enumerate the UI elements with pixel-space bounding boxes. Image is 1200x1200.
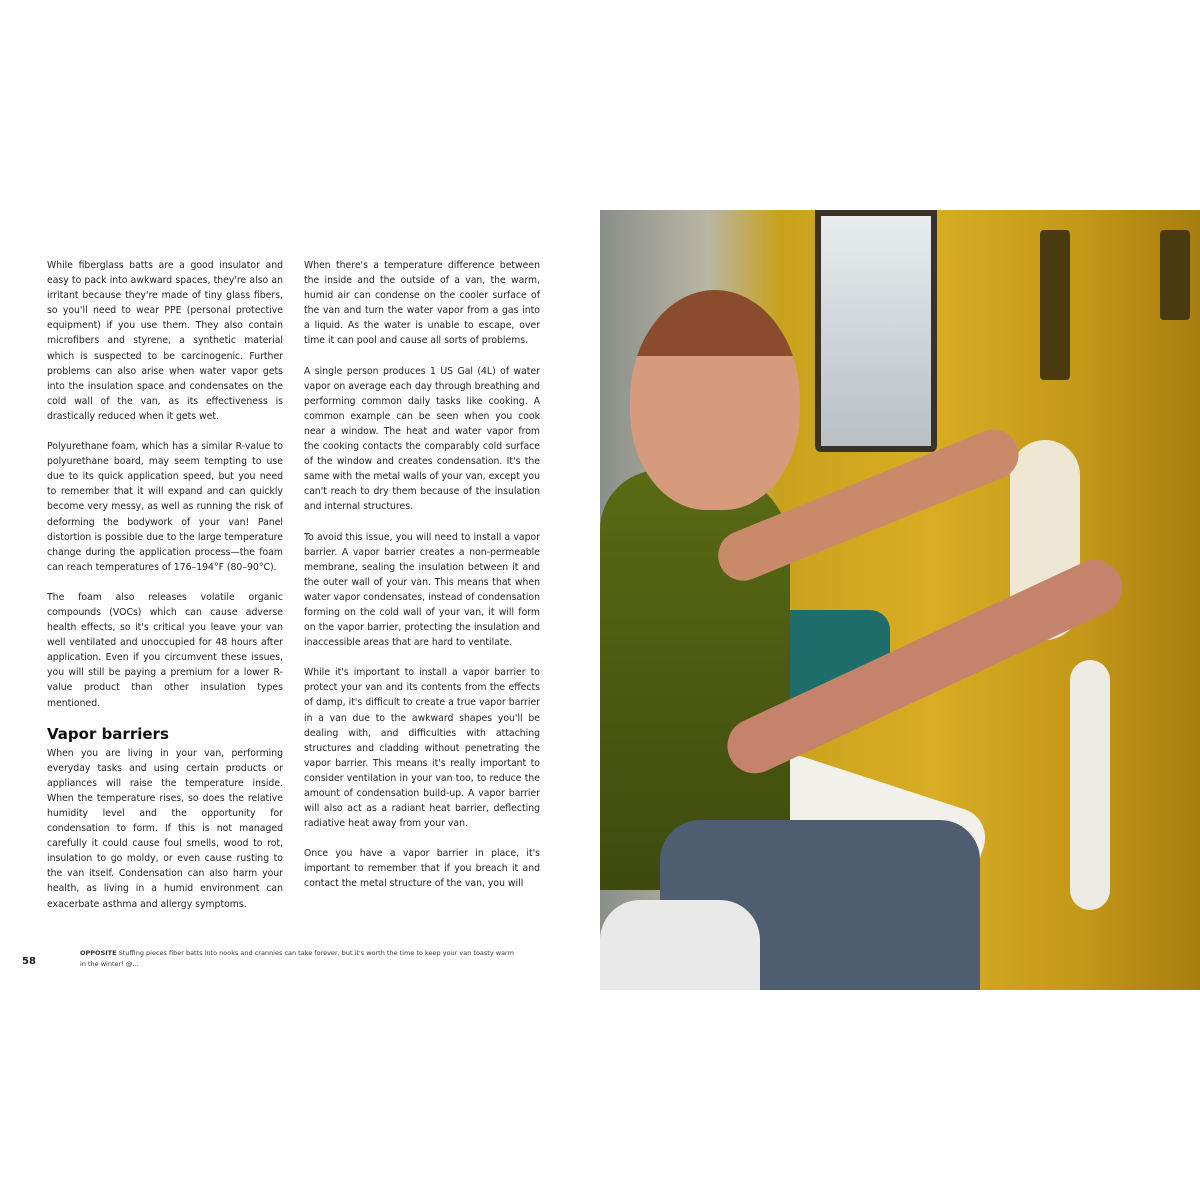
caption-label: OPPOSITE <box>80 949 117 957</box>
photo-man-insulating-van <box>600 210 1200 990</box>
paragraph: Once you have a vapor barrier in place, it's important to remember that if you breach it and contact the metal structure of the van, you will <box>304 848 540 890</box>
person-head <box>630 290 800 510</box>
text-column-left <box>47 258 283 927</box>
van-panel-slots <box>1160 230 1190 320</box>
paragraph: When you are living in your van, performing everyday tasks and using certain products or appliances will raise the temperature inside. When the temperature rises, so does the relative humidity level and the opportunity for condensation to form. If this is not managed carefully it could cause foul smells, wood to rot, insulation to go moldy, or even cause rusting to the van itself. Condensation can also harm your health, as living in a humid environment can exacerbate asthma and allergy symptoms. <box>47 747 283 910</box>
photo-caption <box>80 948 520 970</box>
paragraph: Polyurethane foam, which has a similar R-value to polyurethane board, may seem tempting to use due to its quick application speed, but you need to remember that it will expand and can quickly become very messy, as well as running the risk of deforming the bodywork of your van! Panel distortion is possible due to the large temperature change during the application process—the foam can reach temperatures of 176–194°F (80–90°C). <box>47 441 283 573</box>
paragraph: A single person produces 1 US Gal (4L) of water vapor on average each day through breathing and performing common daily tasks like cooking. A common example can be seen when you cook near a window. The heat and water vapor from the cooking contacts the comparably cold surface of the window and creates condensation. It's the same with the metal walls of your van, except you can't reach to dry them because of the insulation and internal structures. <box>304 365 540 513</box>
paragraph: The foam also releases volatile organic compounds (VOCs) which can cause adverse health effects, so it's critical you leave your van well ventilated and unoccupied for 48 hours after application. Even if you circumvent these issues, you will still be paying a premium for a lower R-value product than other insulation types mentioned. <box>47 591 283 709</box>
paragraph: When there's a temperature difference between the inside and the outside of a van, the warm, humid air can condense on the cooler surface of the van and turn the water vapor from a gas into a liquid. As the water is unable to escape, over time it can pool and cause all sorts of problems. <box>304 260 540 347</box>
paragraph: To avoid this issue, you will need to install a vapor barrier. A vapor barrier creates a non-permeable membrane, sealing the insulation between it and the outer wall of your van. This means that when water vapor condensates, instead of condensation forming on the cold wall of your van, it will form on the vapor barrier, protecting the insulation and inaccessible areas that are hard to ventilate. <box>304 531 540 649</box>
insulation-foreground <box>600 900 760 990</box>
page-number: 58 <box>22 956 36 967</box>
caption-text: Stuffing pieces fiber batts into nooks and crannies can take forever, but it's worth the time to keep your van toasty warm in the winter! @... <box>80 949 514 968</box>
section-heading: Vapor barriers <box>47 724 169 743</box>
window <box>815 210 937 452</box>
paragraph: While fiberglass batts are a good insulator and easy to pack into awkward spaces, they're also an irritant because they're made of tiny glass fibers, so you'll need to wear PPE (personal protective equipment) if you use them. They also contain microfibers and styrene, a synthetic material which is suspected to be carcinogenic. Further problems can also arise when water vapor gets into the insulation space and condensates on the cold wall of the van, as its effectiveness is drastically reduced when it gets wet. <box>47 260 283 422</box>
paragraph: While it's important to install a vapor barrier to protect your van and its contents from the effects of damp, it's difficult to create a true vapor barrier in a van due to the awkward shapes you'll be dealing with, and difficulties with attaching structures and cladding without penetrating the vapor barrier. This means it's really important to consider ventilation in your van too, to reduce the amount of condensation build-up. A vapor barrier will also act as a radiant heat barrier, deflecting radiative heat away from your van. <box>304 667 540 830</box>
text-column-right <box>304 258 540 907</box>
van-panel-slots <box>1040 230 1070 380</box>
insulation-fiber <box>1070 660 1110 910</box>
